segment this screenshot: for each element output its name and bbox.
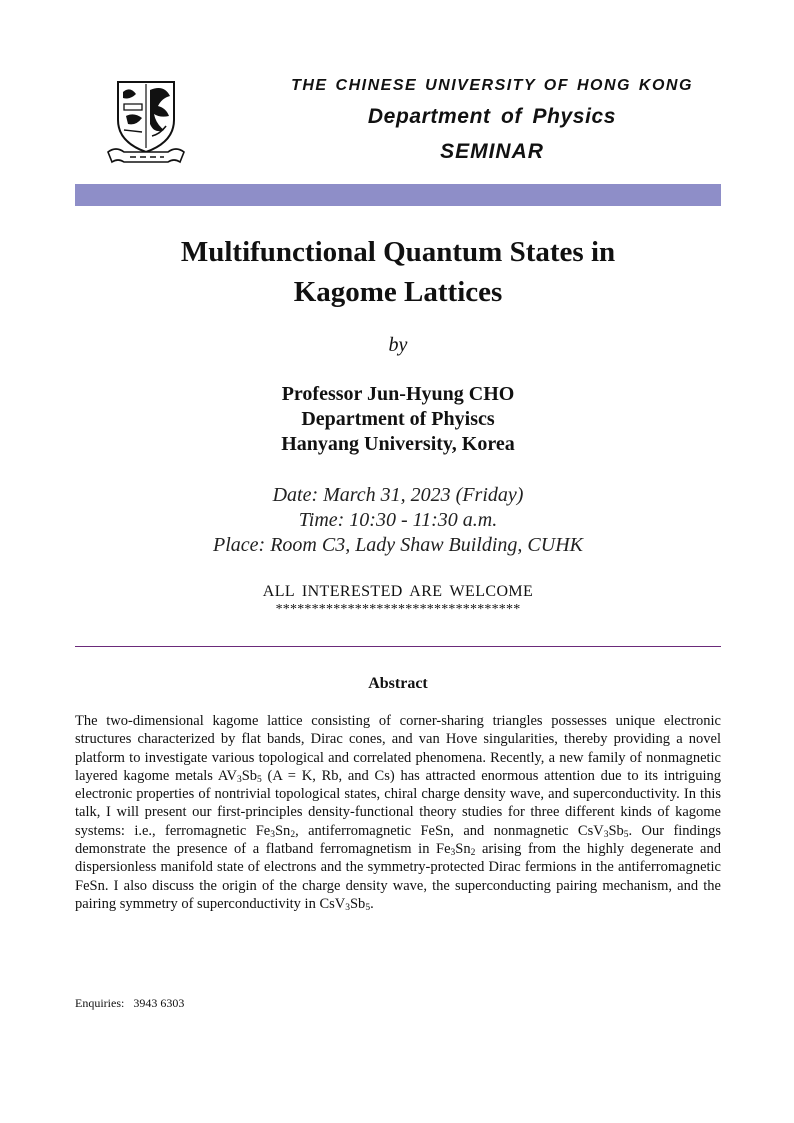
subscript: 2 bbox=[470, 848, 476, 859]
abstract-text: (A = K, Rb, and Cs) has attracted enormous attention due to its intriguing electronic properties of nontrivial topological states, chiral charge density wave, and superconductivity. In this talk, I will present our first-principles density-functional theory studies for three different kinds of kagome systems: i.e., ferromagnetic Fe bbox=[75, 767, 721, 839]
enquiries bbox=[75, 996, 190, 1011]
talk-title-line-2: Kagome Lattices bbox=[293, 276, 503, 308]
by-label: by bbox=[388, 334, 408, 356]
subscript: 3 bbox=[236, 774, 242, 785]
talk-title bbox=[75, 232, 721, 312]
subscript: 3 bbox=[270, 829, 275, 840]
abstract-text: Sb bbox=[608, 822, 624, 839]
section-divider bbox=[75, 646, 721, 647]
abstract-text: The two-dimensional kagome lattice consisting of corner-sharing triangles possesses unique electronic structures characterized by flat bands, Dirac cones, and van Hove singularities, thereby providing a novel platform to investigate various topological and correlated phenomena. Recently, a new family of nonmagnetic layered kagome metals AV bbox=[75, 713, 721, 784]
abstract-text: , antiferromagnetic FeSn, and nonmagnetic CsV bbox=[295, 822, 604, 839]
subscript: 5 bbox=[623, 829, 629, 840]
subscript: 5 bbox=[257, 774, 262, 785]
event-place: Place: Room C3, Lady Shaw Building, CUHK bbox=[213, 534, 583, 556]
abstract-text: Sb bbox=[241, 767, 258, 784]
university-name: THE CHINESE UNIVERSITY OF HONG KONG bbox=[291, 77, 693, 94]
cuhk-crest-icon bbox=[106, 76, 186, 168]
speaker-department: Department of Phyiscs bbox=[301, 408, 495, 430]
department-name: Department of Physics bbox=[367, 105, 617, 128]
abstract-body bbox=[75, 712, 721, 913]
abstract-text: Sn bbox=[274, 822, 291, 839]
header-band bbox=[75, 184, 721, 206]
enquiries-label: Enquiries: bbox=[75, 996, 125, 1010]
speaker-block bbox=[75, 382, 721, 457]
abstract-text: . bbox=[370, 895, 374, 912]
abstract-text: . Our findings demonstrate the presence of a flatband ferromagnetism in Fe bbox=[75, 822, 721, 858]
subscript: 3 bbox=[603, 829, 609, 840]
welcome-text: ALL INTERESTED ARE WELCOME bbox=[262, 583, 534, 600]
subscript: 2 bbox=[290, 829, 296, 840]
subscript: 3 bbox=[345, 902, 350, 913]
subscript: 3 bbox=[450, 848, 456, 859]
stars-divider: ********************************** bbox=[275, 602, 521, 617]
abstract-heading: Abstract bbox=[368, 675, 428, 692]
abstract-text: arising from the highly degenerate and dispersionless manifold state of electrons and the symmetry-protected Dirac fermions in the antiferromagnetic FeSn. I also discuss the origin of the charge density wave, the superconducting pairing mechanism, and the pairing symmetry of superconductivity in CsV bbox=[75, 841, 721, 912]
subscript: 5 bbox=[365, 902, 371, 913]
event-details bbox=[75, 483, 721, 558]
speaker-name: Professor Jun-Hyung CHO bbox=[281, 383, 515, 405]
event-date: Date: March 31, 2023 (Friday) bbox=[272, 484, 524, 506]
talk-title-line-1: Multifunctional Quantum States in bbox=[180, 236, 616, 268]
event-time: Time: 10:30 - 11:30 a.m. bbox=[298, 509, 498, 531]
event-type: SEMINAR bbox=[440, 140, 544, 163]
enquiries-phone: 3943 6303 bbox=[133, 996, 185, 1010]
abstract-text: Sn bbox=[455, 841, 471, 858]
abstract-text: Sb bbox=[349, 895, 366, 912]
speaker-affiliation: Hanyang University, Korea bbox=[281, 433, 515, 455]
